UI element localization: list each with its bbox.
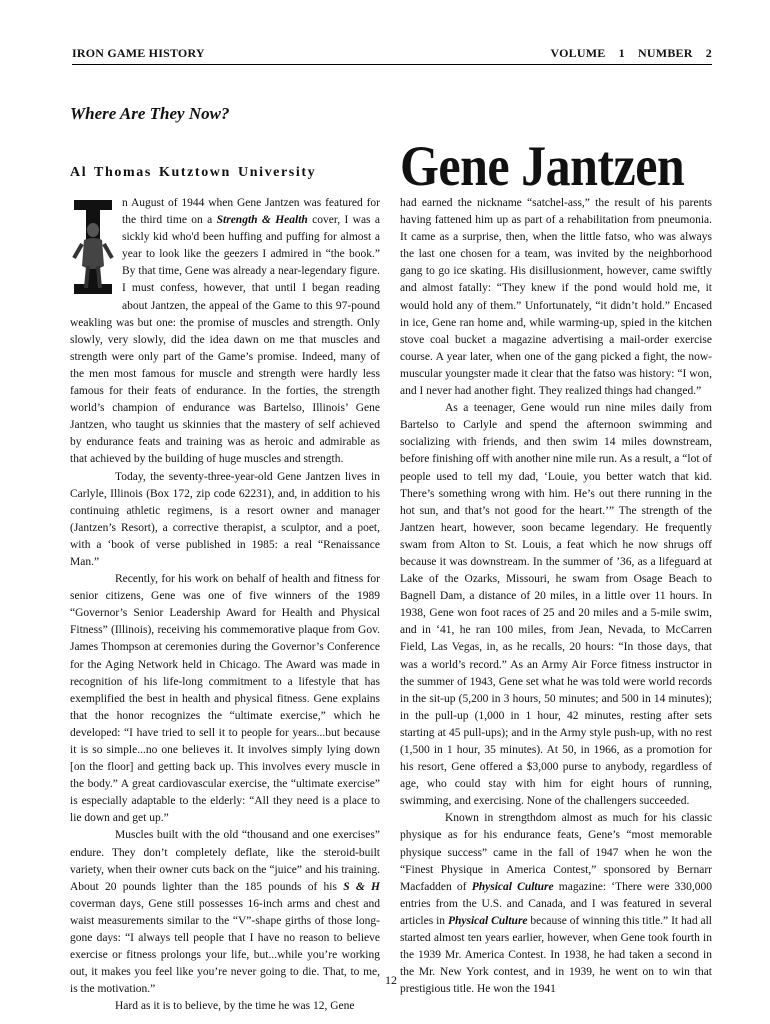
paragraph: Muscles built with the old “thousand and one exercises” endure. They don’t completely deflate, like the steroid-built variety, when their owner cuts back on the “juice” and his training. About 20 pounds lighter than the 185 pounds of his S & H coverman days, Gene still possesses 16-inch arms and chest and waist measurements similar to the “V”-shape girths of those long-gone days: “I always tell people that I have no reason to believe exercise or fitness prolongs your life, but...while you’re working out, it makes you feel like you’re never going to die. That, to me, is the motivation.”: [70, 829, 380, 996]
right-column: [400, 195, 712, 996]
paragraph: had earned the nickname “satchel-ass,” the result of his parents having fattened him up as part of a rehabilitation from pneumonia. It came as a surprise, then, when the little fatso, who was always the last one chosen for a team, was invited by the neighborhood gang to go ice skating. His disillusionment, however, came swiftly and almost fatally: “They knew if the pond would hold me, it would hold any of them.” Unfortunately, “it didn’t hold.” Encased in ice, Gene ran home and, while warming-up, spied in the kitchen stove coal bucket a magazine advertising a mail-order exercise course. A year later, when one of the gang picked a fight, the now-muscular youngster made it clear that the fatso was history: “I won, and I never had another fight. They realized things had changed.”: [400, 197, 712, 398]
volume-number: VOLUME 1 NUMBER 2: [550, 46, 712, 60]
dropcap-letter-icon: [70, 196, 116, 298]
section-title: Where Are They Now?: [70, 104, 230, 123]
page-number: 12: [385, 973, 397, 987]
paragraph: Recently, for his work on behalf of health and fitness for senior citizens, Gene was one of five winners of the 1989 “Governor’s Senior Leadership Award for Health and Physical Fitness” (Illinois), receiving his commemorative plaque from Gov. James Thompson at ceremonies during the Governor’s Conference for the Aging Network held in Chicago. The Award was made in recognition of his life-long commitment to a lifestyle that has exemplified the best in health and physical fitness. Gene explains that the honor recognizes the “ultimate exercise,” which he developed: “I have tried to sell it to people for years...but because it is so simple...no one believes it. It involves simply lying down [on the floor] and getting back up. This involves every muscle in the body.” A great cardiovascular exercise, the “ultimate exercise” is especially adaptable to the elderly: “All they need is a place to lie down and get up.”: [70, 573, 380, 825]
running-header: [72, 46, 712, 65]
paragraph: Known in strengthdom almost as much for his classic physique as for his endurance feats, Gene’s “most memorable physique success” came in the fall of 1947 when he won the “Finest Physique in America Contest,” sponsored by Bernarr Macfadden of Physical Culture magazine: ‘There were 330,000 entries from the U.S. and Canada, and I was featured in several articles in Physical Culture because of winning this title.” It had all started almost ten years earlier, however, when Gene took fourth in the 1939 Mr. America Contest. In 1938, he had taken a second in the Mr. New York contest, and in 1939, he went on to win that prestigious title. He won the 1941: [400, 812, 712, 996]
dropcap-illustration: [70, 196, 116, 298]
paragraph: Hard as it is to believe, by the time he was 12, Gene: [115, 1000, 355, 1013]
paragraph: n August of 1944 when Gene Jantzen was featured for the third time on a Strength & Health cover, I was a sickly kid who'd been huffing and puffing for almost a year to look like the geezers I admired in “the book.” By that time, Gene was already a near-legendary figure. I must confess, however, that until I began reading about Jantzen, the appeal of the Game to this 97-pound weakling was but one: the promise of muscles and strength. Only slowly, very slowly, did the idea dawn on me that muscles and strength were only part of the Game’s promise. Indeed, many of the men most famous for muscle and strength were hardly less famous for their feats of endurance. In the forties, the strength world’s champion of endurance was Bartelso, Illinois’ Gene Jantzen, who taught us skinnies that the mastery of self achieved by endurance feats and training was as heroic and admirable as that achieved by the building of huge muscles and strength.: [70, 197, 380, 466]
article-title: Gene Jantzen: [400, 133, 685, 198]
publication-name: IRON GAME HISTORY: [72, 46, 205, 60]
left-column: [70, 195, 380, 1013]
paragraph: Today, the seventy-three-year-old Gene Jantzen lives in Carlyle, Illinois (Box 172, zip code 62231), and, in addition to his continuing athletic regimens, is a resort owner and manager (Jantzen’s Resort), a corrective therapist, a sculptor, and a poet, with a ‘book of verse published in 1985: a real “Renaissance Man.”: [70, 470, 380, 568]
paragraph: As a teenager, Gene would run nine miles daily from Bartelso to Carlyle and spend the afternoon swimming and socializing with friends, and then swim 14 miles downstream, before finishing off with another nine mile run. As a result, a “lot of people used to tell my dad, ‘Louie, you better watch that kid. There’s something wrong with him. He’s out there running in the hot sun, and that’s not good for the heart.’” The strength of the Jantzen heart, however, soon became legendary. He frequently swam from Alton to St. Louis, a feat which he now shrugs off because it was downstream. In the summer of ’36, as a lifeguard at Lake of the Ozarks, Missouri, he swam from Osage Beach to Bagnell Dam, a distance of 20 miles, in a little over 11 hours. In 1938, Gene won foot races of 25 and 20 miles and a 5-mile swim, and in ‘41, he ran 100 miles, from Jean, Nevada, to McCarren Field, Las Vegas, in, as he recalls, 20 hours: “In those days, that was a world’s record.” As an Army Air Force fitness instructor in the summer of 1943, Gene set what he was told were world records in the sit-up (5,200 in 3 hours, 50 minutes; and 500 in 14 minutes); in the pull-up (1,000 in 1 hour, 42 minutes, resting after sets starting at 45 pull-ups); and in the Army style push-up, with no rest (1,500 in 1 hour, 35 minutes). At 50, in 1966, as a promotion for his resort, Gene offered a $3,000 purse to anybody, regardless of age, who could stay with him for eight hours of running, swimming, and exercising. None of the challengers succeeded.: [400, 402, 712, 808]
author-byline: Al Thomas Kutztown University: [70, 165, 317, 180]
